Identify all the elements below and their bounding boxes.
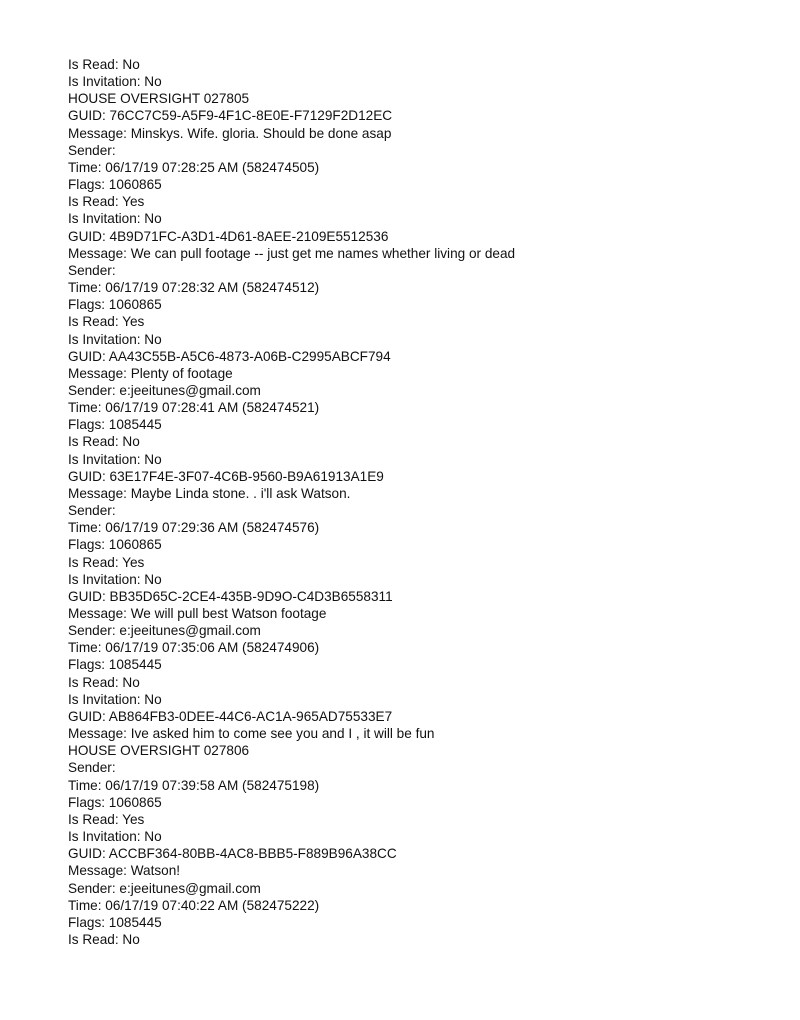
text-line: Time: 06/17/19 07:28:25 AM (582474505) (68, 159, 320, 175)
text-line: Time: 06/17/19 07:29:36 AM (582474576) (68, 520, 320, 536)
text-line: Is Read: Yes (68, 811, 145, 827)
text-line: Flags: 1085445 (68, 914, 162, 930)
text-line: Message: Watson! (68, 863, 181, 879)
text-line: GUID: 4B9D71FC-A3D1-4D61-8AEE-2109E5512536 (68, 228, 389, 244)
text-line: Flags: 1085445 (68, 657, 162, 673)
text-line: Flags: 1060865 (68, 537, 162, 553)
text-line: GUID: ACCBF364-80BB-4AC8-BBB5-F889B96A38CC (68, 846, 397, 862)
text-line: Flags: 1060865 (68, 794, 162, 810)
text-line: Is Read: No (68, 57, 140, 72)
text-line: Time: 06/17/19 07:40:22 AM (582475222) (68, 897, 320, 913)
text-line: Flags: 1060865 (68, 177, 162, 193)
text-line: Is Read: No (68, 931, 140, 947)
text-line: GUID: 76CC7C59-A5F9-4F1C-8E0E-F7129F2D12EC (68, 108, 393, 124)
text-line: Sender: (68, 503, 116, 519)
text-line: Is Invitation: No (68, 331, 162, 347)
text-line: Is Invitation: No (68, 571, 162, 587)
text-line: Message: Plenty of footage (68, 365, 233, 381)
text-line: Is Invitation: No (68, 211, 162, 227)
text-line: Time: 06/17/19 07:28:41 AM (582474521) (68, 400, 320, 416)
text-line: Is Read: Yes (68, 314, 145, 330)
text-line: Time: 06/17/19 07:35:06 AM (582474906) (68, 640, 320, 656)
page-marker: HOUSE OVERSIGHT 027806 (68, 743, 250, 759)
text-line: Flags: 1085445 (68, 417, 162, 433)
text-line: GUID: 63E17F4E-3F07-4C6B-9560-B9A61913A1E9 (68, 468, 384, 484)
text-line: Is Read: No (68, 434, 140, 450)
text-line: GUID: BB35D65C-2CE4-435B-9D9O-C4D3B6558311 (68, 588, 393, 604)
text-line: Sender: e:jeeitunes@gmail.com (68, 382, 261, 398)
text-line: Time: 06/17/19 07:39:58 AM (582475198) (68, 777, 320, 793)
text-line: Message: We can pull footage -- just get me names whether living or dead (68, 245, 516, 261)
text-line: Sender: (68, 262, 116, 278)
text-line: GUID: AB864FB3-0DEE-44C6-AC1A-965AD75533E7 (68, 708, 393, 724)
text-line: Sender: e:jeeitunes@gmail.com (68, 880, 261, 896)
text-line: Is Read: Yes (68, 194, 145, 210)
text-line: Flags: 1060865 (68, 297, 162, 313)
text-line: Time: 06/17/19 07:28:32 AM (582474512) (68, 280, 320, 296)
text-line: Message: We will pull best Watson footage (68, 606, 327, 621)
text-line: Is Read: Yes (68, 554, 145, 570)
text-line: Message: Ive asked him to come see you and I , it will be fun (68, 726, 435, 742)
text-line: GUID: AA43C55B-A5C6-4873-A06B-C2995ABCF794 (68, 348, 391, 364)
text-line: Sender: (68, 142, 116, 158)
page-marker: HOUSE OVERSIGHT 027805 (68, 91, 250, 107)
text-line: Is Read: No (68, 674, 140, 690)
text-line: Is Invitation: No (68, 451, 162, 467)
text-line: Is Invitation: No (68, 74, 162, 90)
text-line: Sender: (68, 760, 116, 776)
text-line: Message: Maybe Linda stone. . i'll ask Watson. (68, 485, 351, 501)
text-line: Is Invitation: No (68, 691, 162, 707)
text-line: Is Invitation: No (68, 829, 162, 845)
text-line: Message: Minskys. Wife. gloria. Should be done asap (68, 125, 392, 141)
document-page (68, 56, 768, 948)
text-line: Sender: e:jeeitunes@gmail.com (68, 623, 261, 639)
